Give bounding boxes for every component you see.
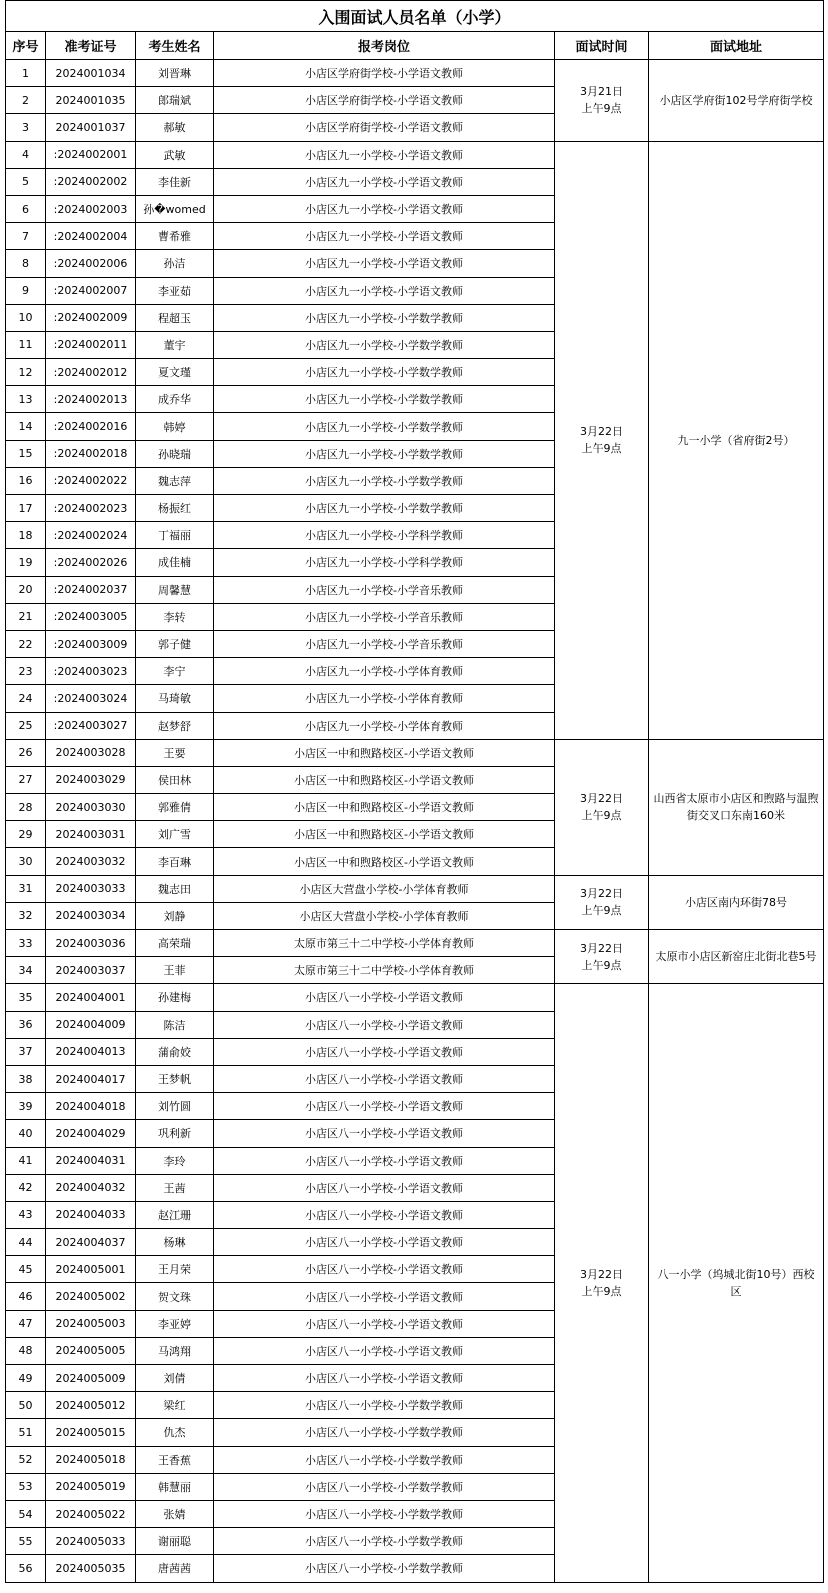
cell-seq: 42 xyxy=(6,1174,46,1201)
cell-exam-id: :2024002012 xyxy=(46,359,136,386)
cell-exam-id: 2024005019 xyxy=(46,1473,136,1500)
cell-exam-id: :2024002003 xyxy=(46,195,136,222)
cell-seq: 12 xyxy=(6,359,46,386)
cell-name: 梁红 xyxy=(136,1392,214,1419)
cell-exam-id: 2024003032 xyxy=(46,848,136,875)
cell-seq: 14 xyxy=(6,413,46,440)
cell-exam-id: :2024003027 xyxy=(46,712,136,739)
cell-post: 小店区九一小学校-小学音乐教师 xyxy=(214,576,555,603)
cell-exam-id: 2024003034 xyxy=(46,902,136,929)
cell-seq: 27 xyxy=(6,766,46,793)
cell-seq: 37 xyxy=(6,1038,46,1065)
cell-post: 小店区八一小学校-小学数学教师 xyxy=(214,1500,555,1527)
cell-seq: 29 xyxy=(6,821,46,848)
cell-name: 成佳楠 xyxy=(136,549,214,576)
table-row xyxy=(6,930,824,957)
cell-post: 小店区八一小学校-小学语文教师 xyxy=(214,1174,555,1201)
table-row xyxy=(6,875,824,902)
cell-seq: 36 xyxy=(6,1011,46,1038)
cell-seq: 16 xyxy=(6,467,46,494)
cell-post: 小店区九一小学校-小学数学教师 xyxy=(214,331,555,358)
cell-exam-id: :2024002026 xyxy=(46,549,136,576)
cell-exam-id: :2024002013 xyxy=(46,386,136,413)
cell-post: 小店区八一小学校-小学数学教师 xyxy=(214,1446,555,1473)
cell-seq: 45 xyxy=(6,1256,46,1283)
cell-exam-id: 2024004032 xyxy=(46,1174,136,1201)
cell-name: 夏文瑾 xyxy=(136,359,214,386)
cell-name: 杨振红 xyxy=(136,495,214,522)
cell-exam-id: 2024005003 xyxy=(46,1310,136,1337)
cell-seq: 32 xyxy=(6,902,46,929)
cell-seq: 18 xyxy=(6,522,46,549)
cell-post: 小店区九一小学校-小学语文教师 xyxy=(214,223,555,250)
interview-date: 3月21日 xyxy=(580,85,623,99)
cell-exam-id: 2024005022 xyxy=(46,1500,136,1527)
cell-name: 董宇 xyxy=(136,331,214,358)
cell-post: 小店区八一小学校-小学语文教师 xyxy=(214,1201,555,1228)
cell-seq: 39 xyxy=(6,1093,46,1120)
cell-post: 小店区八一小学校-小学语文教师 xyxy=(214,1065,555,1092)
cell-seq: 23 xyxy=(6,658,46,685)
cell-post: 小店区九一小学校-小学语文教师 xyxy=(214,277,555,304)
cell-post: 太原市第三十二中学校-小学体育教师 xyxy=(214,957,555,984)
cell-exam-id: 2024004033 xyxy=(46,1201,136,1228)
cell-exam-id: 2024004031 xyxy=(46,1147,136,1174)
cell-post: 小店区九一小学校-小学体育教师 xyxy=(214,658,555,685)
cell-name: 王菲 xyxy=(136,957,214,984)
cell-post: 小店区一中和煦路校区-小学语文教师 xyxy=(214,739,555,766)
cell-seq: 40 xyxy=(6,1120,46,1147)
cell-name: 马琦敏 xyxy=(136,685,214,712)
cell-seq: 17 xyxy=(6,495,46,522)
cell-seq: 53 xyxy=(6,1473,46,1500)
cell-post: 小店区八一小学校-小学语文教师 xyxy=(214,1283,555,1310)
cell-post: 小店区九一小学校-小学科学教师 xyxy=(214,522,555,549)
cell-exam-id: 2024004029 xyxy=(46,1120,136,1147)
cell-exam-id: :2024002006 xyxy=(46,250,136,277)
table-row xyxy=(6,60,824,87)
cell-name: 郝敏 xyxy=(136,114,214,141)
cell-name: 蒲俞姣 xyxy=(136,1038,214,1065)
cell-exam-id: :2024002018 xyxy=(46,440,136,467)
interview-hour: 上午9点 xyxy=(581,904,622,918)
cell-interview-address: 太原市小店区新窑庄北街北巷5号 xyxy=(649,930,824,984)
cell-seq: 51 xyxy=(6,1419,46,1446)
cell-name: 谢丽聪 xyxy=(136,1528,214,1555)
cell-name: 王要 xyxy=(136,739,214,766)
cell-name: 刘静 xyxy=(136,902,214,929)
cell-exam-id: 2024005035 xyxy=(46,1555,136,1582)
interview-hour: 上午9点 xyxy=(581,102,622,116)
cell-exam-id: :2024002002 xyxy=(46,168,136,195)
cell-post: 小店区九一小学校-小学体育教师 xyxy=(214,685,555,712)
table-body xyxy=(6,60,824,1583)
cell-seq: 55 xyxy=(6,1528,46,1555)
cell-name: 郭子健 xyxy=(136,630,214,657)
cell-name: 魏志田 xyxy=(136,875,214,902)
cell-exam-id: :2024003023 xyxy=(46,658,136,685)
cell-name: 赵江珊 xyxy=(136,1201,214,1228)
cell-name: 李佳新 xyxy=(136,168,214,195)
cell-exam-id: :2024002037 xyxy=(46,576,136,603)
cell-exam-id: :2024002004 xyxy=(46,223,136,250)
cell-seq: 5 xyxy=(6,168,46,195)
interview-date: 3月22日 xyxy=(580,941,623,955)
cell-seq: 34 xyxy=(6,957,46,984)
cell-seq: 28 xyxy=(6,794,46,821)
cell-exam-id: 2024003036 xyxy=(46,930,136,957)
cell-name: 韩婷 xyxy=(136,413,214,440)
cell-name: 成乔华 xyxy=(136,386,214,413)
cell-name: 李转 xyxy=(136,603,214,630)
cell-exam-id: 2024003031 xyxy=(46,821,136,848)
cell-seq: 20 xyxy=(6,576,46,603)
cell-name: 丁福丽 xyxy=(136,522,214,549)
cell-post: 小店区八一小学校-小学语文教师 xyxy=(214,1093,555,1120)
cell-exam-id: 2024005002 xyxy=(46,1283,136,1310)
cell-post: 小店区八一小学校-小学语文教师 xyxy=(214,1365,555,1392)
cell-post: 小店区八一小学校-小学语文教师 xyxy=(214,1011,555,1038)
cell-seq: 56 xyxy=(6,1555,46,1582)
cell-post: 小店区学府街学校-小学语文教师 xyxy=(214,60,555,87)
cell-post: 太原市第三十二中学校-小学体育教师 xyxy=(214,930,555,957)
cell-name: 孙晓瑞 xyxy=(136,440,214,467)
cell-seq: 8 xyxy=(6,250,46,277)
cell-exam-id: :2024002022 xyxy=(46,467,136,494)
cell-seq: 48 xyxy=(6,1337,46,1364)
cell-exam-id: 2024005033 xyxy=(46,1528,136,1555)
cell-name: 武敏 xyxy=(136,141,214,168)
cell-seq: 4 xyxy=(6,141,46,168)
cell-name: 孙�womed xyxy=(136,195,214,222)
cell-seq: 2 xyxy=(6,87,46,114)
cell-post: 小店区九一小学校-小学数学教师 xyxy=(214,386,555,413)
cell-post: 小店区八一小学校-小学数学教师 xyxy=(214,1392,555,1419)
cell-exam-id: 2024001035 xyxy=(46,87,136,114)
cell-exam-id: :2024002009 xyxy=(46,304,136,331)
cell-exam-id: 2024003028 xyxy=(46,739,136,766)
cell-name: 李百琳 xyxy=(136,848,214,875)
cell-name: 李亚婷 xyxy=(136,1310,214,1337)
cell-seq: 43 xyxy=(6,1201,46,1228)
cell-exam-id: :2024002007 xyxy=(46,277,136,304)
cell-post: 小店区八一小学校-小学语文教师 xyxy=(214,984,555,1011)
candidate-list-sheet xyxy=(5,0,823,1583)
table-row xyxy=(6,141,824,168)
cell-seq: 49 xyxy=(6,1365,46,1392)
cell-exam-id: :2024002001 xyxy=(46,141,136,168)
cell-exam-id: 2024005009 xyxy=(46,1365,136,1392)
cell-post: 小店区一中和煦路校区-小学语文教师 xyxy=(214,821,555,848)
cell-interview-time xyxy=(555,141,649,739)
cell-post: 小店区学府街学校-小学语文教师 xyxy=(214,114,555,141)
cell-post: 小店区八一小学校-小学语文教师 xyxy=(214,1229,555,1256)
cell-name: 韩慧丽 xyxy=(136,1473,214,1500)
cell-interview-address: 九一小学（省府街2号） xyxy=(649,141,824,739)
cell-post: 小店区八一小学校-小学语文教师 xyxy=(214,1120,555,1147)
cell-post: 小店区八一小学校-小学语文教师 xyxy=(214,1337,555,1364)
cell-name: 程超玉 xyxy=(136,304,214,331)
cell-post: 小店区九一小学校-小学语文教师 xyxy=(214,250,555,277)
cell-seq: 50 xyxy=(6,1392,46,1419)
cell-name: 侯田林 xyxy=(136,766,214,793)
cell-seq: 33 xyxy=(6,930,46,957)
cell-name: 贺文珠 xyxy=(136,1283,214,1310)
cell-seq: 41 xyxy=(6,1147,46,1174)
cell-exam-id: :2024003024 xyxy=(46,685,136,712)
cell-seq: 10 xyxy=(6,304,46,331)
cell-interview-time xyxy=(555,984,649,1582)
header-time: 面试时间 xyxy=(555,32,649,60)
cell-seq: 52 xyxy=(6,1446,46,1473)
cell-post: 小店区八一小学校-小学语文教师 xyxy=(214,1147,555,1174)
cell-seq: 21 xyxy=(6,603,46,630)
cell-post: 小店区一中和煦路校区-小学语文教师 xyxy=(214,794,555,821)
cell-name: 郎瑞斌 xyxy=(136,87,214,114)
interview-date: 3月22日 xyxy=(580,425,623,439)
cell-seq: 24 xyxy=(6,685,46,712)
cell-seq: 38 xyxy=(6,1065,46,1092)
cell-interview-address: 小店区学府街102号学府街学校 xyxy=(649,60,824,142)
cell-post: 小店区八一小学校-小学数学教师 xyxy=(214,1419,555,1446)
cell-exam-id: 2024004013 xyxy=(46,1038,136,1065)
cell-exam-id: 2024001034 xyxy=(46,60,136,87)
cell-post: 小店区八一小学校-小学数学教师 xyxy=(214,1555,555,1582)
cell-interview-time xyxy=(555,60,649,142)
cell-name: 刘倩 xyxy=(136,1365,214,1392)
cell-exam-id: 2024004009 xyxy=(46,1011,136,1038)
cell-seq: 26 xyxy=(6,739,46,766)
cell-name: 刘晋琳 xyxy=(136,60,214,87)
cell-name: 刘竹圆 xyxy=(136,1093,214,1120)
cell-seq: 15 xyxy=(6,440,46,467)
cell-post: 小店区学府街学校-小学语文教师 xyxy=(214,87,555,114)
cell-name: 李玲 xyxy=(136,1147,214,1174)
cell-exam-id: 2024005012 xyxy=(46,1392,136,1419)
cell-name: 陈洁 xyxy=(136,1011,214,1038)
cell-post: 小店区八一小学校-小学语文教师 xyxy=(214,1038,555,1065)
interview-candidates-table xyxy=(5,0,824,1583)
header-row xyxy=(6,32,824,60)
cell-post: 小店区九一小学校-小学数学教师 xyxy=(214,413,555,440)
cell-post: 小店区九一小学校-小学语文教师 xyxy=(214,168,555,195)
cell-name: 曹希雅 xyxy=(136,223,214,250)
cell-exam-id: :2024002011 xyxy=(46,331,136,358)
cell-post: 小店区九一小学校-小学音乐教师 xyxy=(214,603,555,630)
cell-exam-id: 2024003029 xyxy=(46,766,136,793)
table-row xyxy=(6,984,824,1011)
cell-interview-address: 八一小学（坞城北街10号）西校区 xyxy=(649,984,824,1582)
cell-seq: 19 xyxy=(6,549,46,576)
table-row xyxy=(6,739,824,766)
header-name: 考生姓名 xyxy=(136,32,214,60)
cell-name: 巩利新 xyxy=(136,1120,214,1147)
header-post: 报考岗位 xyxy=(214,32,555,60)
cell-exam-id: 2024003033 xyxy=(46,875,136,902)
cell-exam-id: :2024003009 xyxy=(46,630,136,657)
cell-exam-id: :2024003005 xyxy=(46,603,136,630)
cell-interview-time xyxy=(555,930,649,984)
cell-name: 孙洁 xyxy=(136,250,214,277)
cell-name: 刘广雪 xyxy=(136,821,214,848)
interview-hour: 上午9点 xyxy=(581,809,622,823)
cell-name: 王月荣 xyxy=(136,1256,214,1283)
interview-date: 3月22日 xyxy=(580,1267,623,1281)
interview-date: 3月22日 xyxy=(580,792,623,806)
cell-seq: 3 xyxy=(6,114,46,141)
cell-exam-id: :2024002016 xyxy=(46,413,136,440)
cell-exam-id: 2024004018 xyxy=(46,1093,136,1120)
cell-seq: 11 xyxy=(6,331,46,358)
cell-post: 小店区九一小学校-小学语文教师 xyxy=(214,141,555,168)
cell-post: 小店区一中和煦路校区-小学语文教师 xyxy=(214,848,555,875)
cell-exam-id: 2024005005 xyxy=(46,1337,136,1364)
cell-name: 赵梦舒 xyxy=(136,712,214,739)
cell-post: 小店区八一小学校-小学数学教师 xyxy=(214,1528,555,1555)
cell-name: 王梦帆 xyxy=(136,1065,214,1092)
cell-post: 小店区九一小学校-小学科学教师 xyxy=(214,549,555,576)
interview-hour: 上午9点 xyxy=(581,442,622,456)
cell-seq: 1 xyxy=(6,60,46,87)
cell-post: 小店区九一小学校-小学数学教师 xyxy=(214,440,555,467)
cell-exam-id: 2024005018 xyxy=(46,1446,136,1473)
cell-post: 小店区八一小学校-小学语文教师 xyxy=(214,1310,555,1337)
cell-exam-id: 2024003030 xyxy=(46,794,136,821)
cell-name: 唐茜茜 xyxy=(136,1555,214,1582)
cell-name: 张婧 xyxy=(136,1500,214,1527)
table-title: 入围面试人员名单（小学） xyxy=(6,1,824,32)
cell-post: 小店区九一小学校-小学体育教师 xyxy=(214,712,555,739)
cell-exam-id: 2024005015 xyxy=(46,1419,136,1446)
cell-post: 小店区九一小学校-小学数学教师 xyxy=(214,304,555,331)
cell-name: 李宁 xyxy=(136,658,214,685)
cell-seq: 54 xyxy=(6,1500,46,1527)
cell-exam-id: 2024003037 xyxy=(46,957,136,984)
cell-exam-id: 2024004037 xyxy=(46,1229,136,1256)
cell-exam-id: 2024004017 xyxy=(46,1065,136,1092)
cell-name: 杨琳 xyxy=(136,1229,214,1256)
cell-seq: 46 xyxy=(6,1283,46,1310)
cell-exam-id: :2024002024 xyxy=(46,522,136,549)
header-address: 面试地址 xyxy=(649,32,824,60)
cell-exam-id: 2024001037 xyxy=(46,114,136,141)
cell-name: 郭雅倩 xyxy=(136,794,214,821)
cell-name: 魏志萍 xyxy=(136,467,214,494)
cell-interview-address: 山西省太原市小店区和煦路与温煦街交叉口东南160米 xyxy=(649,739,824,875)
header-exam-id: 准考证号 xyxy=(46,32,136,60)
cell-post: 小店区九一小学校-小学数学教师 xyxy=(214,467,555,494)
cell-seq: 9 xyxy=(6,277,46,304)
cell-seq: 13 xyxy=(6,386,46,413)
cell-seq: 6 xyxy=(6,195,46,222)
cell-seq: 44 xyxy=(6,1229,46,1256)
cell-name: 王香蕉 xyxy=(136,1446,214,1473)
cell-name: 李亚茹 xyxy=(136,277,214,304)
cell-seq: 31 xyxy=(6,875,46,902)
cell-name: 马鸿翔 xyxy=(136,1337,214,1364)
cell-interview-address: 小店区南内环街78号 xyxy=(649,875,824,929)
cell-post: 小店区九一小学校-小学音乐教师 xyxy=(214,630,555,657)
header-seq: 序号 xyxy=(6,32,46,60)
cell-exam-id: 2024005001 xyxy=(46,1256,136,1283)
cell-seq: 30 xyxy=(6,848,46,875)
cell-interview-time xyxy=(555,739,649,875)
cell-seq: 7 xyxy=(6,223,46,250)
interview-date: 3月22日 xyxy=(580,887,623,901)
cell-name: 仇杰 xyxy=(136,1419,214,1446)
cell-post: 小店区九一小学校-小学语文教师 xyxy=(214,195,555,222)
cell-post: 小店区八一小学校-小学语文教师 xyxy=(214,1256,555,1283)
cell-post: 小店区一中和煦路校区-小学语文教师 xyxy=(214,766,555,793)
cell-post: 小店区九一小学校-小学数学教师 xyxy=(214,359,555,386)
cell-post: 小店区八一小学校-小学数学教师 xyxy=(214,1473,555,1500)
interview-hour: 上午9点 xyxy=(581,1284,622,1298)
cell-seq: 25 xyxy=(6,712,46,739)
interview-hour: 上午9点 xyxy=(581,958,622,972)
cell-seq: 47 xyxy=(6,1310,46,1337)
cell-name: 高荣瑞 xyxy=(136,930,214,957)
cell-post: 小店区大营盘小学校-小学体育教师 xyxy=(214,902,555,929)
cell-post: 小店区九一小学校-小学数学教师 xyxy=(214,495,555,522)
cell-seq: 35 xyxy=(6,984,46,1011)
cell-name: 孙建梅 xyxy=(136,984,214,1011)
cell-post: 小店区大营盘小学校-小学体育教师 xyxy=(214,875,555,902)
cell-exam-id: 2024004001 xyxy=(46,984,136,1011)
cell-seq: 22 xyxy=(6,630,46,657)
cell-name: 周馨慧 xyxy=(136,576,214,603)
cell-interview-time xyxy=(555,875,649,929)
cell-exam-id: :2024002023 xyxy=(46,495,136,522)
cell-name: 王茜 xyxy=(136,1174,214,1201)
